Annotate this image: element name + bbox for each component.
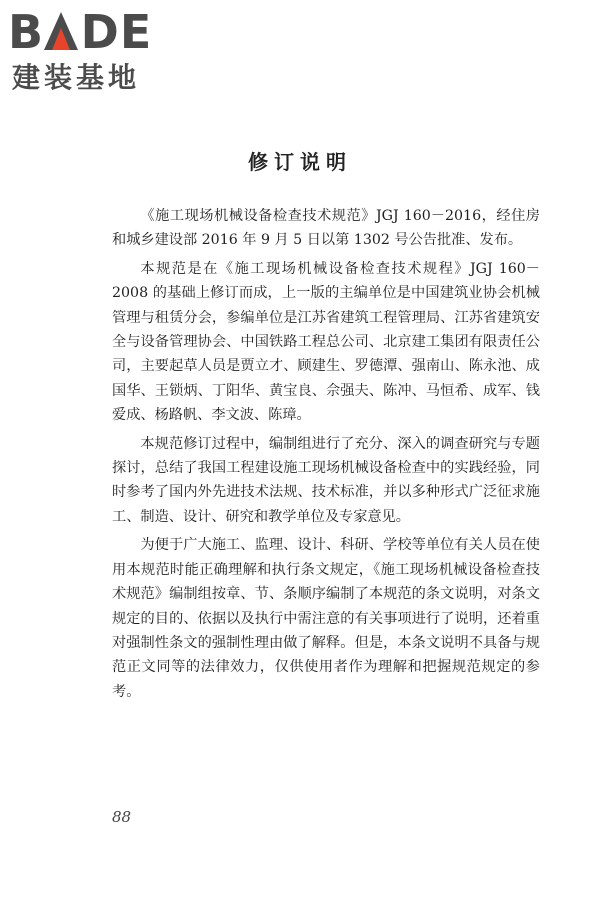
logo-letter-a — [44, 6, 81, 58]
paragraph: 为便于广大施工、监理、设计、科研、学校等单位有关人员在使用本规范时能正确理解和执行条文规定，《施工现场机械设备检查技术规范》编制组按章、节、条顺序编制了本规范的条文说明，对条文规定的目的、依据以及执行中需注意的有关事项进行了说明，还着重对强制性条文的强制性理由做了解释。但是，本条文说明不具备与规范正文同等的法律效力，仅供使用者作为理解和把握规范规定的参考。 — [112, 537, 540, 700]
logo-letter-b: B — [8, 5, 45, 59]
logo-a-triangle-icon — [44, 12, 78, 50]
page-number: 88 — [112, 808, 132, 826]
page-title: 修订说明 — [248, 150, 352, 174]
logo-wordmark — [8, 6, 152, 58]
logo-letters-de: DE — [80, 5, 153, 59]
logo-subtitle: 建装基地 — [12, 61, 141, 94]
document-body — [112, 204, 540, 708]
brand-logo — [8, 6, 178, 96]
paragraph: 本规范是在《施工现场机械设备检查技术规程》JGJ 160－2008 的基础上修订而成，上一版的主编单位是中国建筑业协会机械管理与租赁分会，参编单位是江苏省建筑工程管理局、江苏省建筑安全与设备管理协会、中国铁路工程总公司、北京建工集团有限责任公司，主要起草人员是贾立才、顾建生、罗德潭、强南山、陈永池、成国华、王锁炳、丁阳华、黄宝良、佘强夫、陈冲、马恒希、成军、钱爱成、杨路帆、李文波、陈璋。 — [112, 260, 540, 424]
paragraph: 《施工现场机械设备检查技术规范》JGJ 160－2016，经住房和城乡建设部 2016 年 9 月 5 日以第 1302 号公告批准、发布。 — [112, 208, 540, 249]
paragraph: 本规范修订过程中，编制组进行了充分、深入的调查研究与专题探讨，总结了我国工程建设施工现场机械设备检查中的实践经验，同时参考了国内外先进技术法规、技术标准，并以多种形式广泛征求施工、制造、设计、研究和教学单位及专家意见。 — [112, 435, 540, 525]
